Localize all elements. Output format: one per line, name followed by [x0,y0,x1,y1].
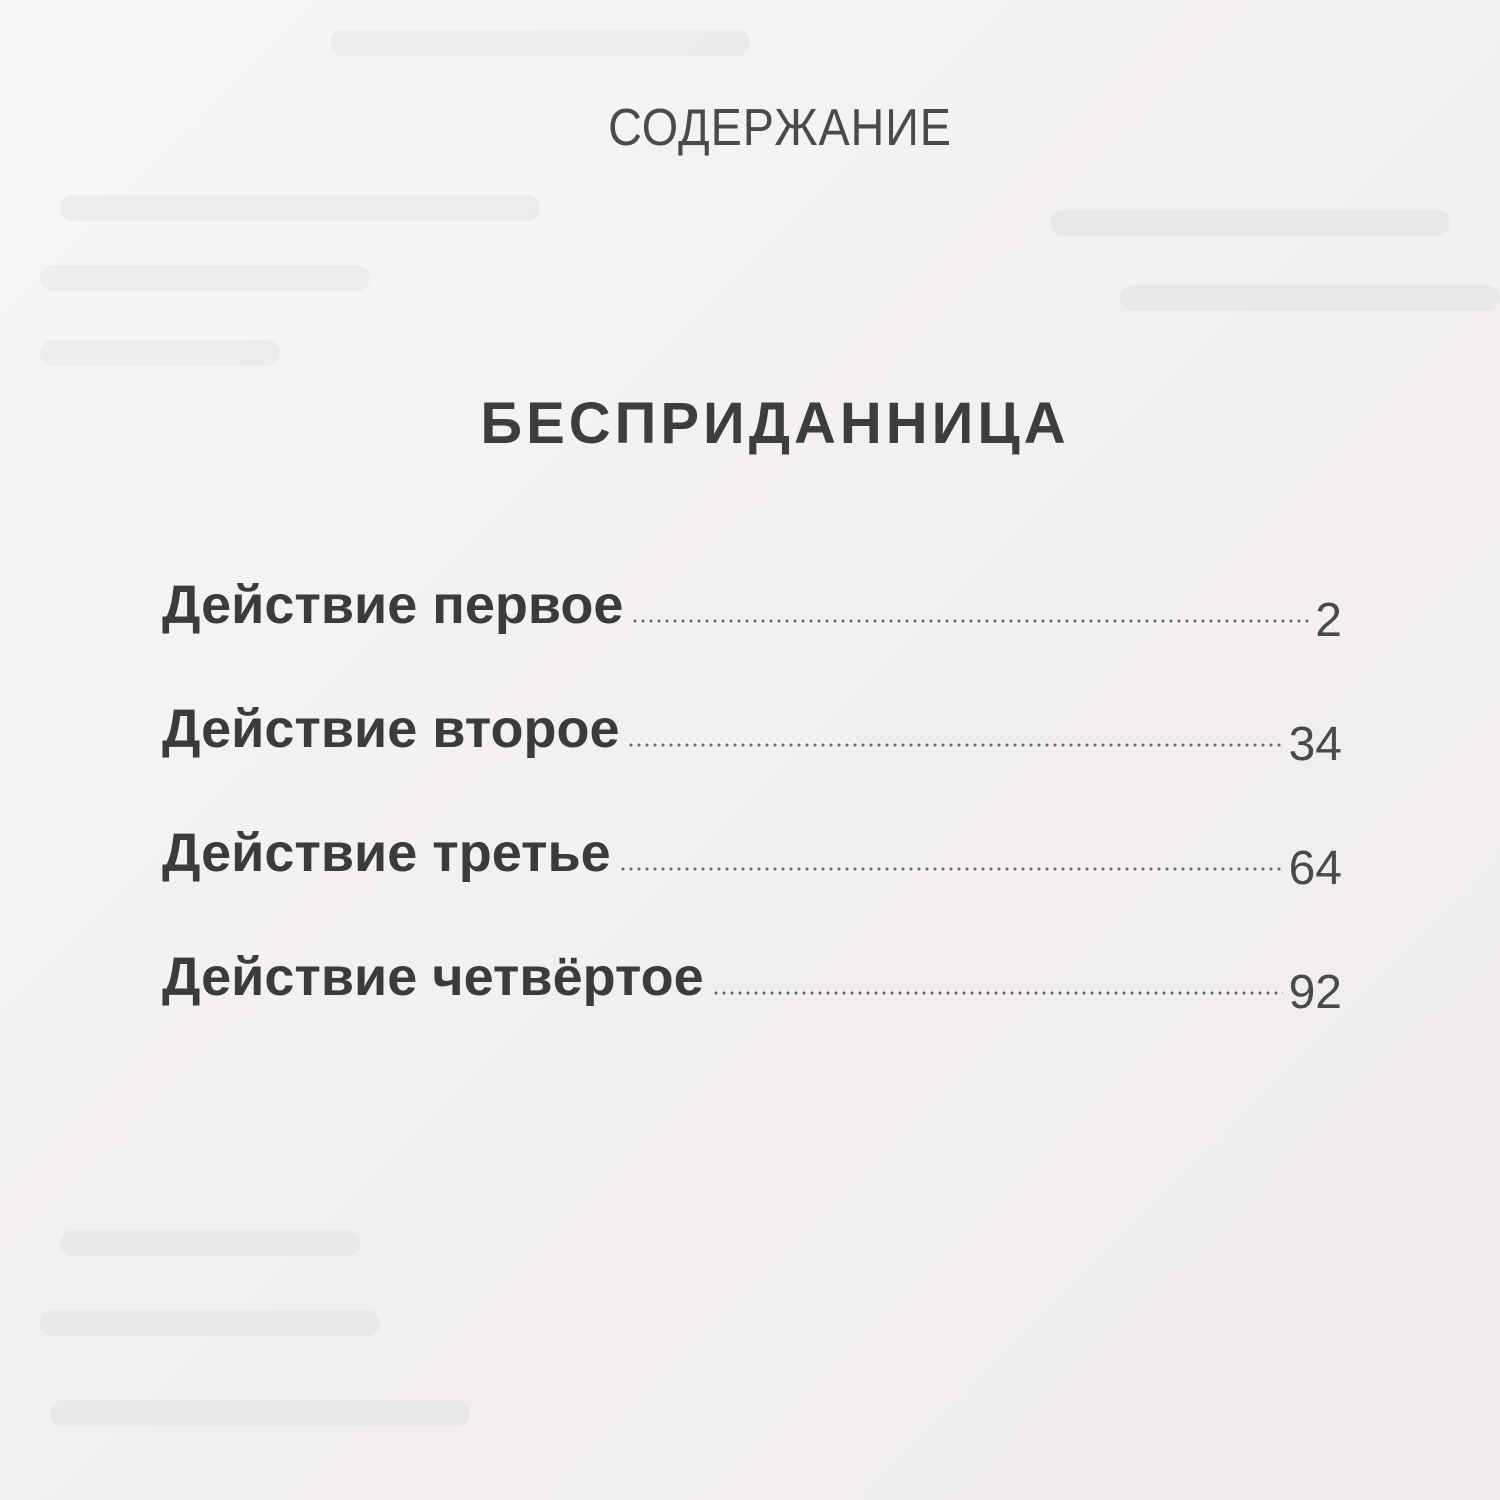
toc-entry-act-2[interactable] [162,699,1342,771]
toc-entry-page-number: 92 [1288,966,1342,1019]
toc-entry-act-1[interactable] [162,575,1342,647]
toc-entry-act-3[interactable] [162,823,1342,895]
toc-entry-page-number: 64 [1288,842,1342,895]
leader-dots [619,867,1283,871]
leader-dots [631,619,1309,623]
toc-entry-label: Действие четвёртое [162,947,704,1007]
toc-entry-label: Действие первое [162,575,624,635]
toc-entry-page-number: 34 [1288,718,1342,771]
toc-entry-page-number: 2 [1315,594,1342,647]
contents-heading: СОДЕРЖАНИЕ [608,99,952,157]
leader-dots [712,991,1283,995]
toc-entry-label: Действие второе [162,699,620,759]
play-title: БЕСПРИДАННИЦА [480,391,1070,456]
toc-entry-act-4[interactable] [162,947,1342,1019]
toc-entry-label: Действие третье [162,823,611,883]
leader-dots [627,743,1282,747]
table-of-contents [162,575,1342,1071]
